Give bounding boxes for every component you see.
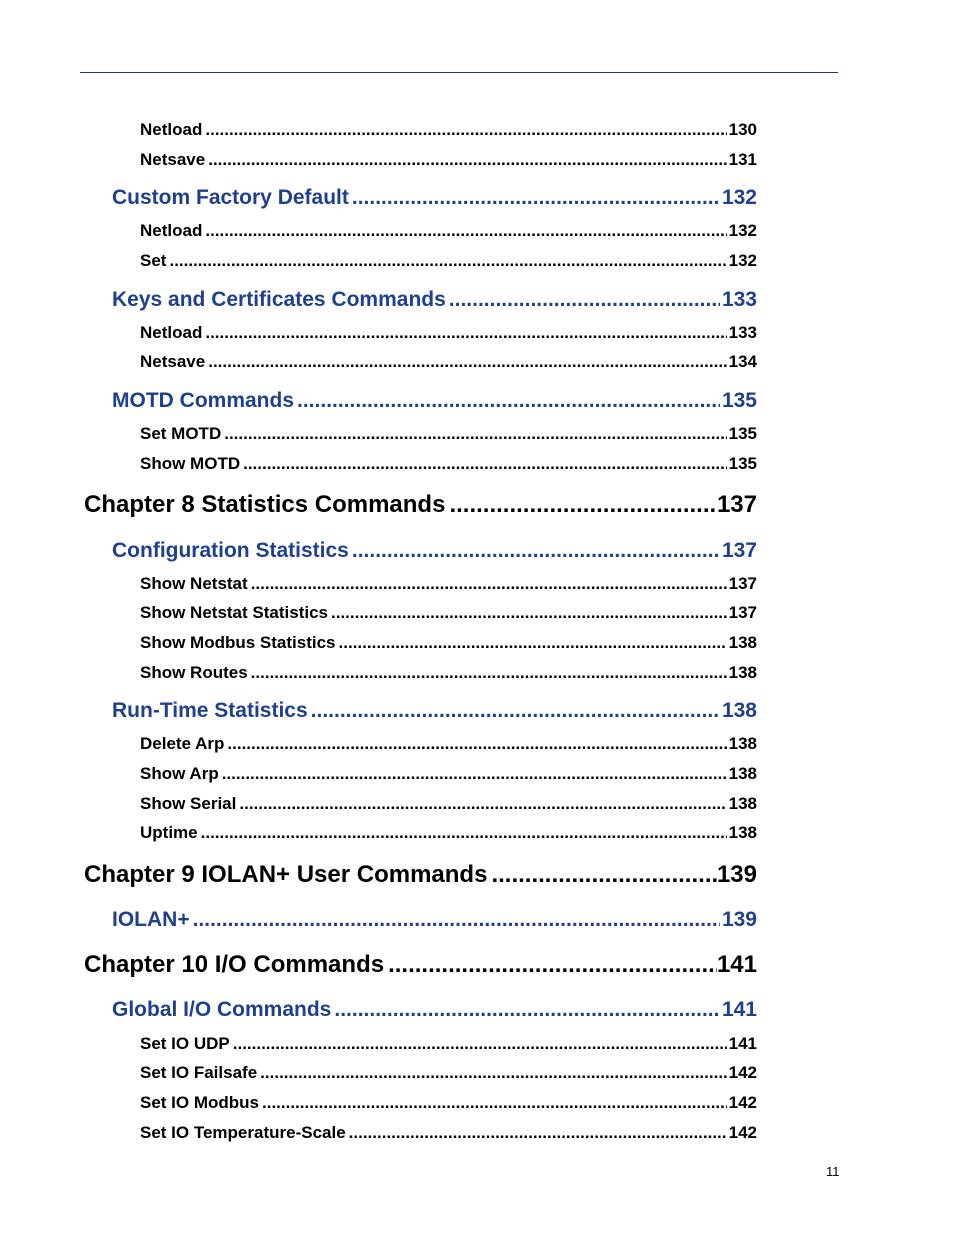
toc-entry-page: 138 <box>728 663 757 682</box>
toc-entry-page: 141 <box>716 951 757 978</box>
toc-entry-label: Show Arp <box>140 764 219 783</box>
toc-entry-label: Set IO Modbus <box>140 1093 259 1112</box>
toc-entry-page: 138 <box>728 794 757 813</box>
toc-entry-label: IOLAN+ <box>112 908 190 931</box>
toc-entry-page: 137 <box>728 603 757 622</box>
toc-entry-page: 142 <box>728 1123 757 1142</box>
dot-leader <box>239 793 726 815</box>
toc-entry-show-modbus-statistics[interactable] <box>140 632 757 654</box>
dot-leader <box>388 949 717 981</box>
toc-entry-label: Global I/O Commands <box>112 998 332 1021</box>
toc-entry-page: 132 <box>728 221 757 240</box>
toc-entry-label: Configuration Statistics <box>112 539 349 562</box>
dot-leader <box>331 602 727 624</box>
toc-entry-label: Keys and Certificates Commands <box>112 288 446 311</box>
toc-entry-page: 137 <box>728 574 757 593</box>
dot-leader <box>169 250 726 272</box>
dot-leader <box>193 906 720 934</box>
toc-entry-label: Show Serial <box>140 794 237 813</box>
toc-entry-label: Set <box>140 251 167 270</box>
page-number: 11 <box>826 1164 840 1179</box>
toc-chapter-8[interactable] <box>84 489 757 521</box>
toc-entry-page: 141 <box>728 1034 757 1053</box>
dot-leader <box>233 1033 727 1055</box>
toc-entry-netload[interactable] <box>140 119 757 141</box>
dot-leader <box>201 822 727 844</box>
toc-entry-page: 138 <box>728 823 757 842</box>
toc-section-motd-commands[interactable] <box>112 387 757 415</box>
toc-entry-page: 130 <box>728 120 757 139</box>
toc-entry-label: Netload <box>140 120 203 139</box>
toc-entry-page: 137 <box>716 491 757 518</box>
toc-entry-show-netstat-statistics[interactable] <box>140 602 757 624</box>
toc-entry-page: 139 <box>716 861 757 888</box>
toc-entry-label: Set MOTD <box>140 424 222 443</box>
toc-section-keys-and-certificates[interactable] <box>112 286 757 314</box>
toc-entry-label: Netload <box>140 323 203 342</box>
toc-entry-label: Set IO UDP <box>140 1034 230 1053</box>
dot-leader <box>251 662 727 684</box>
toc-entry-label: Custom Factory Default <box>112 186 349 209</box>
toc-entry-page: 133 <box>721 288 757 311</box>
dot-leader <box>222 763 727 785</box>
toc-entry-page: 142 <box>728 1093 757 1112</box>
toc-entry-page: 135 <box>728 454 757 473</box>
toc-entry-page: 138 <box>728 633 757 652</box>
dot-leader <box>262 1092 727 1114</box>
toc-section-iolan-plus[interactable] <box>112 906 757 934</box>
toc-entry-show-motd[interactable] <box>140 453 757 475</box>
toc-entry-label: MOTD Commands <box>112 389 295 412</box>
toc-entry-page: 142 <box>728 1063 757 1082</box>
toc-entry-label: Show Netstat Statistics <box>140 603 328 622</box>
toc-entry-page: 138 <box>728 764 757 783</box>
toc-entry-page: 141 <box>721 998 757 1021</box>
dot-leader <box>208 351 726 373</box>
toc-entry-page: 131 <box>728 150 757 169</box>
dot-leader <box>205 220 726 242</box>
toc-entry-set-motd[interactable] <box>140 423 757 445</box>
toc-entry-label: Delete Arp <box>140 734 225 753</box>
toc-entry-label: Show Routes <box>140 663 248 682</box>
dot-leader <box>205 119 726 141</box>
toc-entry-show-netstat[interactable] <box>140 573 757 595</box>
dot-leader <box>491 859 717 891</box>
toc-entry-delete-arp[interactable] <box>140 733 757 755</box>
toc-entry-uptime[interactable] <box>140 822 757 844</box>
toc-entry-set-io-modbus[interactable] <box>140 1092 757 1114</box>
dot-leader <box>205 322 726 344</box>
toc-entry-label: Set IO Temperature-Scale <box>140 1123 346 1142</box>
dot-leader <box>449 489 717 521</box>
toc-entry-label: Show Modbus Statistics <box>140 633 336 652</box>
toc-entry-page: 137 <box>721 539 757 562</box>
toc-entry-show-routes[interactable] <box>140 662 757 684</box>
dot-leader <box>224 423 726 445</box>
dot-leader <box>251 573 727 595</box>
toc-entry-page: 139 <box>721 908 757 931</box>
toc-entry-netsave[interactable] <box>140 351 757 373</box>
dot-leader <box>227 733 726 755</box>
toc-entry-label: Run-Time Statistics <box>112 699 308 722</box>
toc-entry-label: Chapter 10 I/O Commands <box>84 951 385 978</box>
dot-leader <box>352 537 720 565</box>
toc-section-global-io-commands[interactable] <box>112 996 757 1024</box>
toc-entry-label: Chapter 9 IOLAN+ User Commands <box>84 861 488 888</box>
dot-leader <box>449 286 720 314</box>
toc-entry-label: Set IO Failsafe <box>140 1063 258 1082</box>
dot-leader <box>297 387 720 415</box>
toc-entry-netsave[interactable] <box>140 149 757 171</box>
toc-entry-page: 135 <box>721 389 757 412</box>
toc-entry-set-io-temperature-scale[interactable] <box>140 1122 757 1144</box>
toc-entry-page: 132 <box>721 186 757 209</box>
toc-entry-page: 134 <box>728 352 757 371</box>
toc-entry-show-serial[interactable] <box>140 793 757 815</box>
toc-entry-label: Uptime <box>140 823 198 842</box>
toc-entry-page: 138 <box>728 734 757 753</box>
toc-entry-show-arp[interactable] <box>140 763 757 785</box>
dot-leader <box>334 996 720 1024</box>
toc-entry-set-io-udp[interactable] <box>140 1033 757 1055</box>
toc-entry-label: Show MOTD <box>140 454 241 473</box>
toc-entry-page: 138 <box>721 699 757 722</box>
toc-entry-label: Netload <box>140 221 203 240</box>
dot-leader <box>260 1062 726 1084</box>
toc-entry-label: Netsave <box>140 150 206 169</box>
toc-entry-page: 133 <box>728 323 757 342</box>
toc-chapter-10[interactable] <box>84 949 757 981</box>
toc-entry-netload[interactable] <box>140 220 757 242</box>
toc-entry-label: Netsave <box>140 352 206 371</box>
toc-entry-label: Chapter 8 Statistics Commands <box>84 491 446 518</box>
dot-leader <box>349 1122 727 1144</box>
dot-leader <box>243 453 727 475</box>
toc-section-configuration-statistics[interactable] <box>112 537 757 565</box>
toc-chapter-9[interactable] <box>84 859 757 891</box>
toc-entry-set[interactable] <box>140 250 757 272</box>
toc-entry-page: 135 <box>728 424 757 443</box>
toc-entry-label: Show Netstat <box>140 574 248 593</box>
toc-entry-set-io-failsafe[interactable] <box>140 1062 757 1084</box>
toc-section-custom-factory-default[interactable] <box>112 184 757 212</box>
dot-leader <box>208 149 726 171</box>
toc-entry-page: 132 <box>728 251 757 270</box>
dot-leader <box>339 632 727 654</box>
toc-section-run-time-statistics[interactable] <box>112 697 757 725</box>
dot-leader <box>311 697 720 725</box>
toc-entry-netload[interactable] <box>140 322 757 344</box>
dot-leader <box>352 184 720 212</box>
